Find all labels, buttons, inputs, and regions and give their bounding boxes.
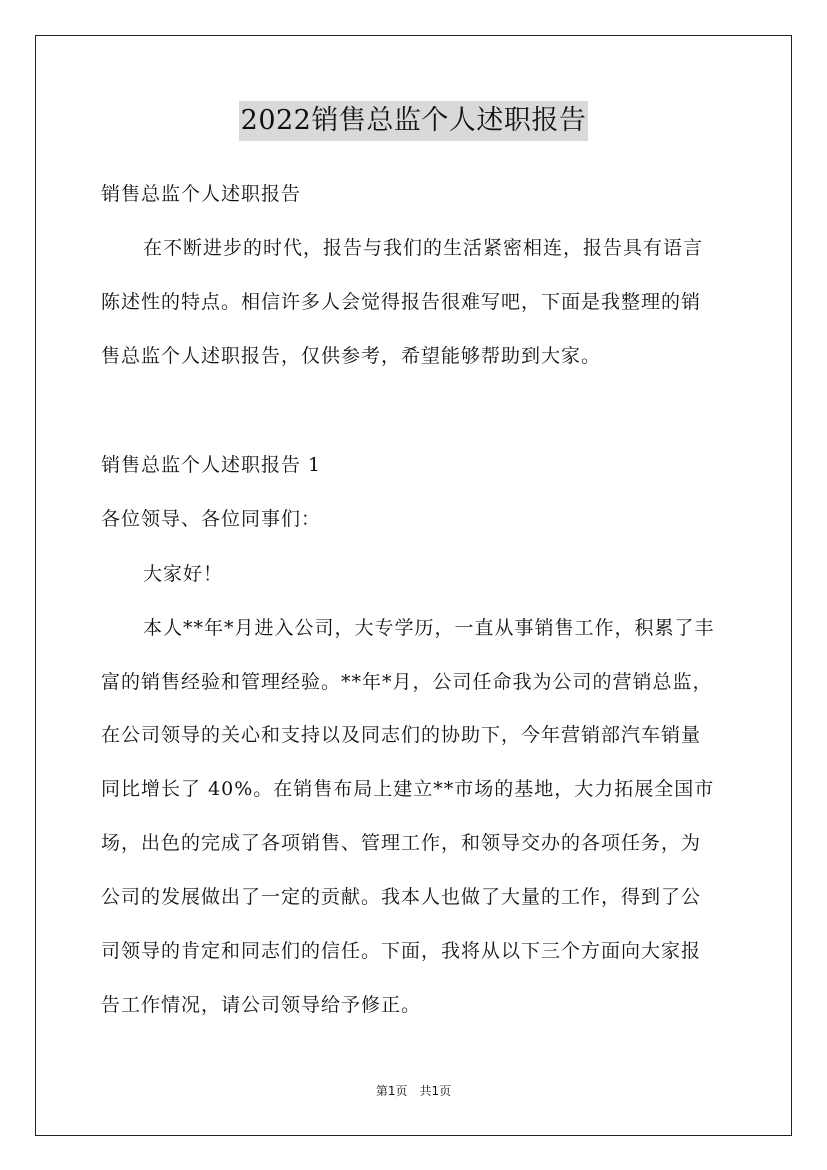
intro-line-2: 陈述性的特点。相信许多人会觉得报告很难写吧，下面是我整理的销: [101, 291, 702, 313]
body-line-1: 本人**年*月进入公司，大专学历，一直从事销售工作，积累了丰: [143, 617, 715, 639]
intro-line-1: 在不断进步的时代，报告与我们的生活紧密相连，报告具有语言: [143, 237, 704, 259]
section-heading: 销售总监个人述职报告 1: [101, 454, 322, 476]
intro-line-3: 售总监个人述职报告，仅供参考，希望能够帮助到大家。: [101, 345, 602, 367]
salutation: 各位领导、各位同事们：: [101, 508, 322, 530]
title-container: [0, 101, 827, 141]
body-line-6: 公司的发展做出了一定的贡献。我本人也做了大量的工作，得到了公: [101, 886, 702, 908]
document-title: 2022销售总监个人述职报告: [239, 101, 589, 141]
body-line-4: 同比增长了 40%。在销售布局上建立**市场的基地，大力拓展全国市: [101, 778, 715, 800]
page-number-footer: 第1页 共1页: [375, 1084, 452, 1098]
subtitle: 销售总监个人述职报告: [101, 183, 302, 205]
body-line-5: 场，出色的完成了各项销售、管理工作，和领导交办的各项任务，为: [101, 832, 702, 854]
greeting: 大家好！: [143, 563, 224, 585]
body-line-8: 告工作情况，请公司领导给予修正。: [101, 994, 422, 1016]
body-line-7: 司领导的肯定和同志们的信任。下面，我将从以下三个方面向大家报: [101, 940, 702, 962]
body-line-2: 富的销售经验和管理经验。**年*月，公司任命我为公司的营销总监，: [101, 671, 713, 693]
body-line-3: 在公司领导的关心和支持以及同志们的协助下，今年营销部汽车销量: [101, 724, 702, 746]
